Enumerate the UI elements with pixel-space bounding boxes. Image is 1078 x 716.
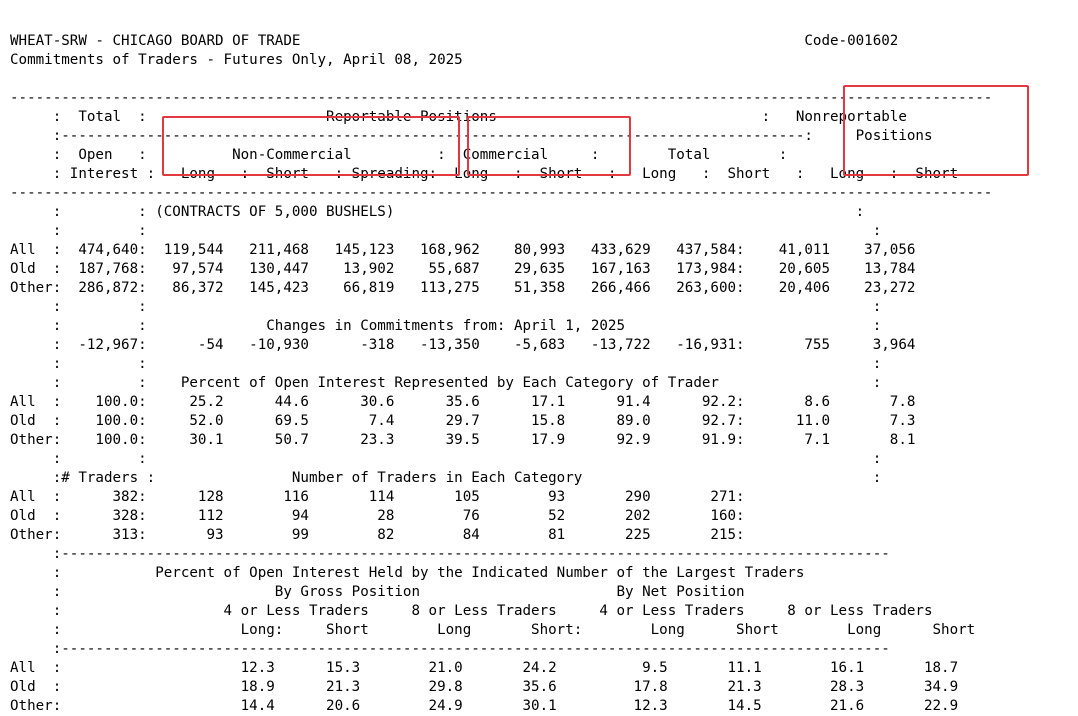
report-line: Old : 187,768: 97,574 130,447 13,902 55,687 29,635 167,163 173,984: 20,605 13,784	[10, 261, 916, 277]
report-line: :# Traders : Number of Traders in Each Category :	[10, 470, 882, 486]
report-line: : 4 or Less Traders 8 or Less Traders 4 or Less Traders 8 or Less Traders	[10, 603, 933, 619]
report-line: WHEAT-SRW - CHICAGO BOARD OF TRADE Code-001602	[10, 33, 899, 49]
report-line: Other: 100.0: 30.1 50.7 23.3 39.5 17.9 92.9 91.9: 7.1 8.1	[10, 432, 916, 448]
cot-report-text	[10, 32, 992, 716]
report-line: -------------------------------------------------------------------------------------------------------------------	[10, 90, 993, 106]
report-line: Other: 14.4 20.6 24.9 30.1 12.3 14.5 21.6 22.9	[10, 698, 959, 714]
report-line	[10, 70, 992, 89]
report-line: : : :	[10, 223, 882, 239]
report-line: : By Gross Position By Net Position	[10, 584, 745, 600]
report-line: Old : 100.0: 52.0 69.5 7.4 29.7 15.8 89.0 92.7: 11.0 7.3	[10, 413, 916, 429]
report-line: Commitments of Traders - Futures Only, April 08, 2025	[10, 52, 463, 68]
report-line: :-------------------------------------------------------------------------------------------------	[10, 641, 890, 657]
report-line: : Long: Short Long Short: Long Short Long Short	[10, 622, 976, 638]
report-line: : : Changes in Commitments from: April 1, 2025 :	[10, 318, 882, 334]
report-line: : Interest : Long : Short : Spreading: Long : Short : Long : Short : Long : Short	[10, 166, 959, 182]
report-line: -------------------------------------------------------------------------------------------------------------------	[10, 185, 993, 201]
report-line: Old : 18.9 21.3 29.8 35.6 17.8 21.3 28.3 34.9	[10, 679, 959, 695]
report-line: : : (CONTRACTS OF 5,000 BUSHELS) :	[10, 204, 865, 220]
report-line: : : :	[10, 299, 882, 315]
report-line: : Total : Reportable Positions : Nonreportable	[10, 109, 907, 125]
report-line: All : 382: 128 116 114 105 93 290 271:	[10, 489, 745, 505]
report-line: :-------------------------------------------------------------------------------------------------	[10, 546, 890, 562]
report-line: :---------------------------------------------------------------------------------------: Positions	[10, 128, 933, 144]
report-line: Other: 313: 93 99 82 84 81 225 215:	[10, 527, 745, 543]
report-line: : -12,967: -54 -10,930 -318 -13,350 -5,683 -13,722 -16,931: 755 3,964	[10, 337, 916, 353]
report-line: Old : 328: 112 94 28 76 52 202 160:	[10, 508, 745, 524]
report-line: All : 474,640: 119,544 211,468 145,123 168,962 80,993 433,629 437,584: 41,011 37,056	[10, 242, 916, 258]
report-line: : : :	[10, 356, 882, 372]
report-line: Other: 286,872: 86,372 145,423 66,819 113,275 51,358 266,466 263,600: 20,406 23,272	[10, 280, 916, 296]
report-line: : : Percent of Open Interest Represented by Each Category of Trader :	[10, 375, 882, 391]
report-line: : : :	[10, 451, 882, 467]
report-line: : Open : Non-Commercial : Commercial : Total :	[10, 147, 788, 163]
report-line: All : 12.3 15.3 21.0 24.2 9.5 11.1 16.1 18.7	[10, 660, 959, 676]
report-line: : Percent of Open Interest Held by the Indicated Number of the Largest Traders	[10, 565, 805, 581]
report-line: All : 100.0: 25.2 44.6 30.6 35.6 17.1 91.4 92.2: 8.6 7.8	[10, 394, 916, 410]
